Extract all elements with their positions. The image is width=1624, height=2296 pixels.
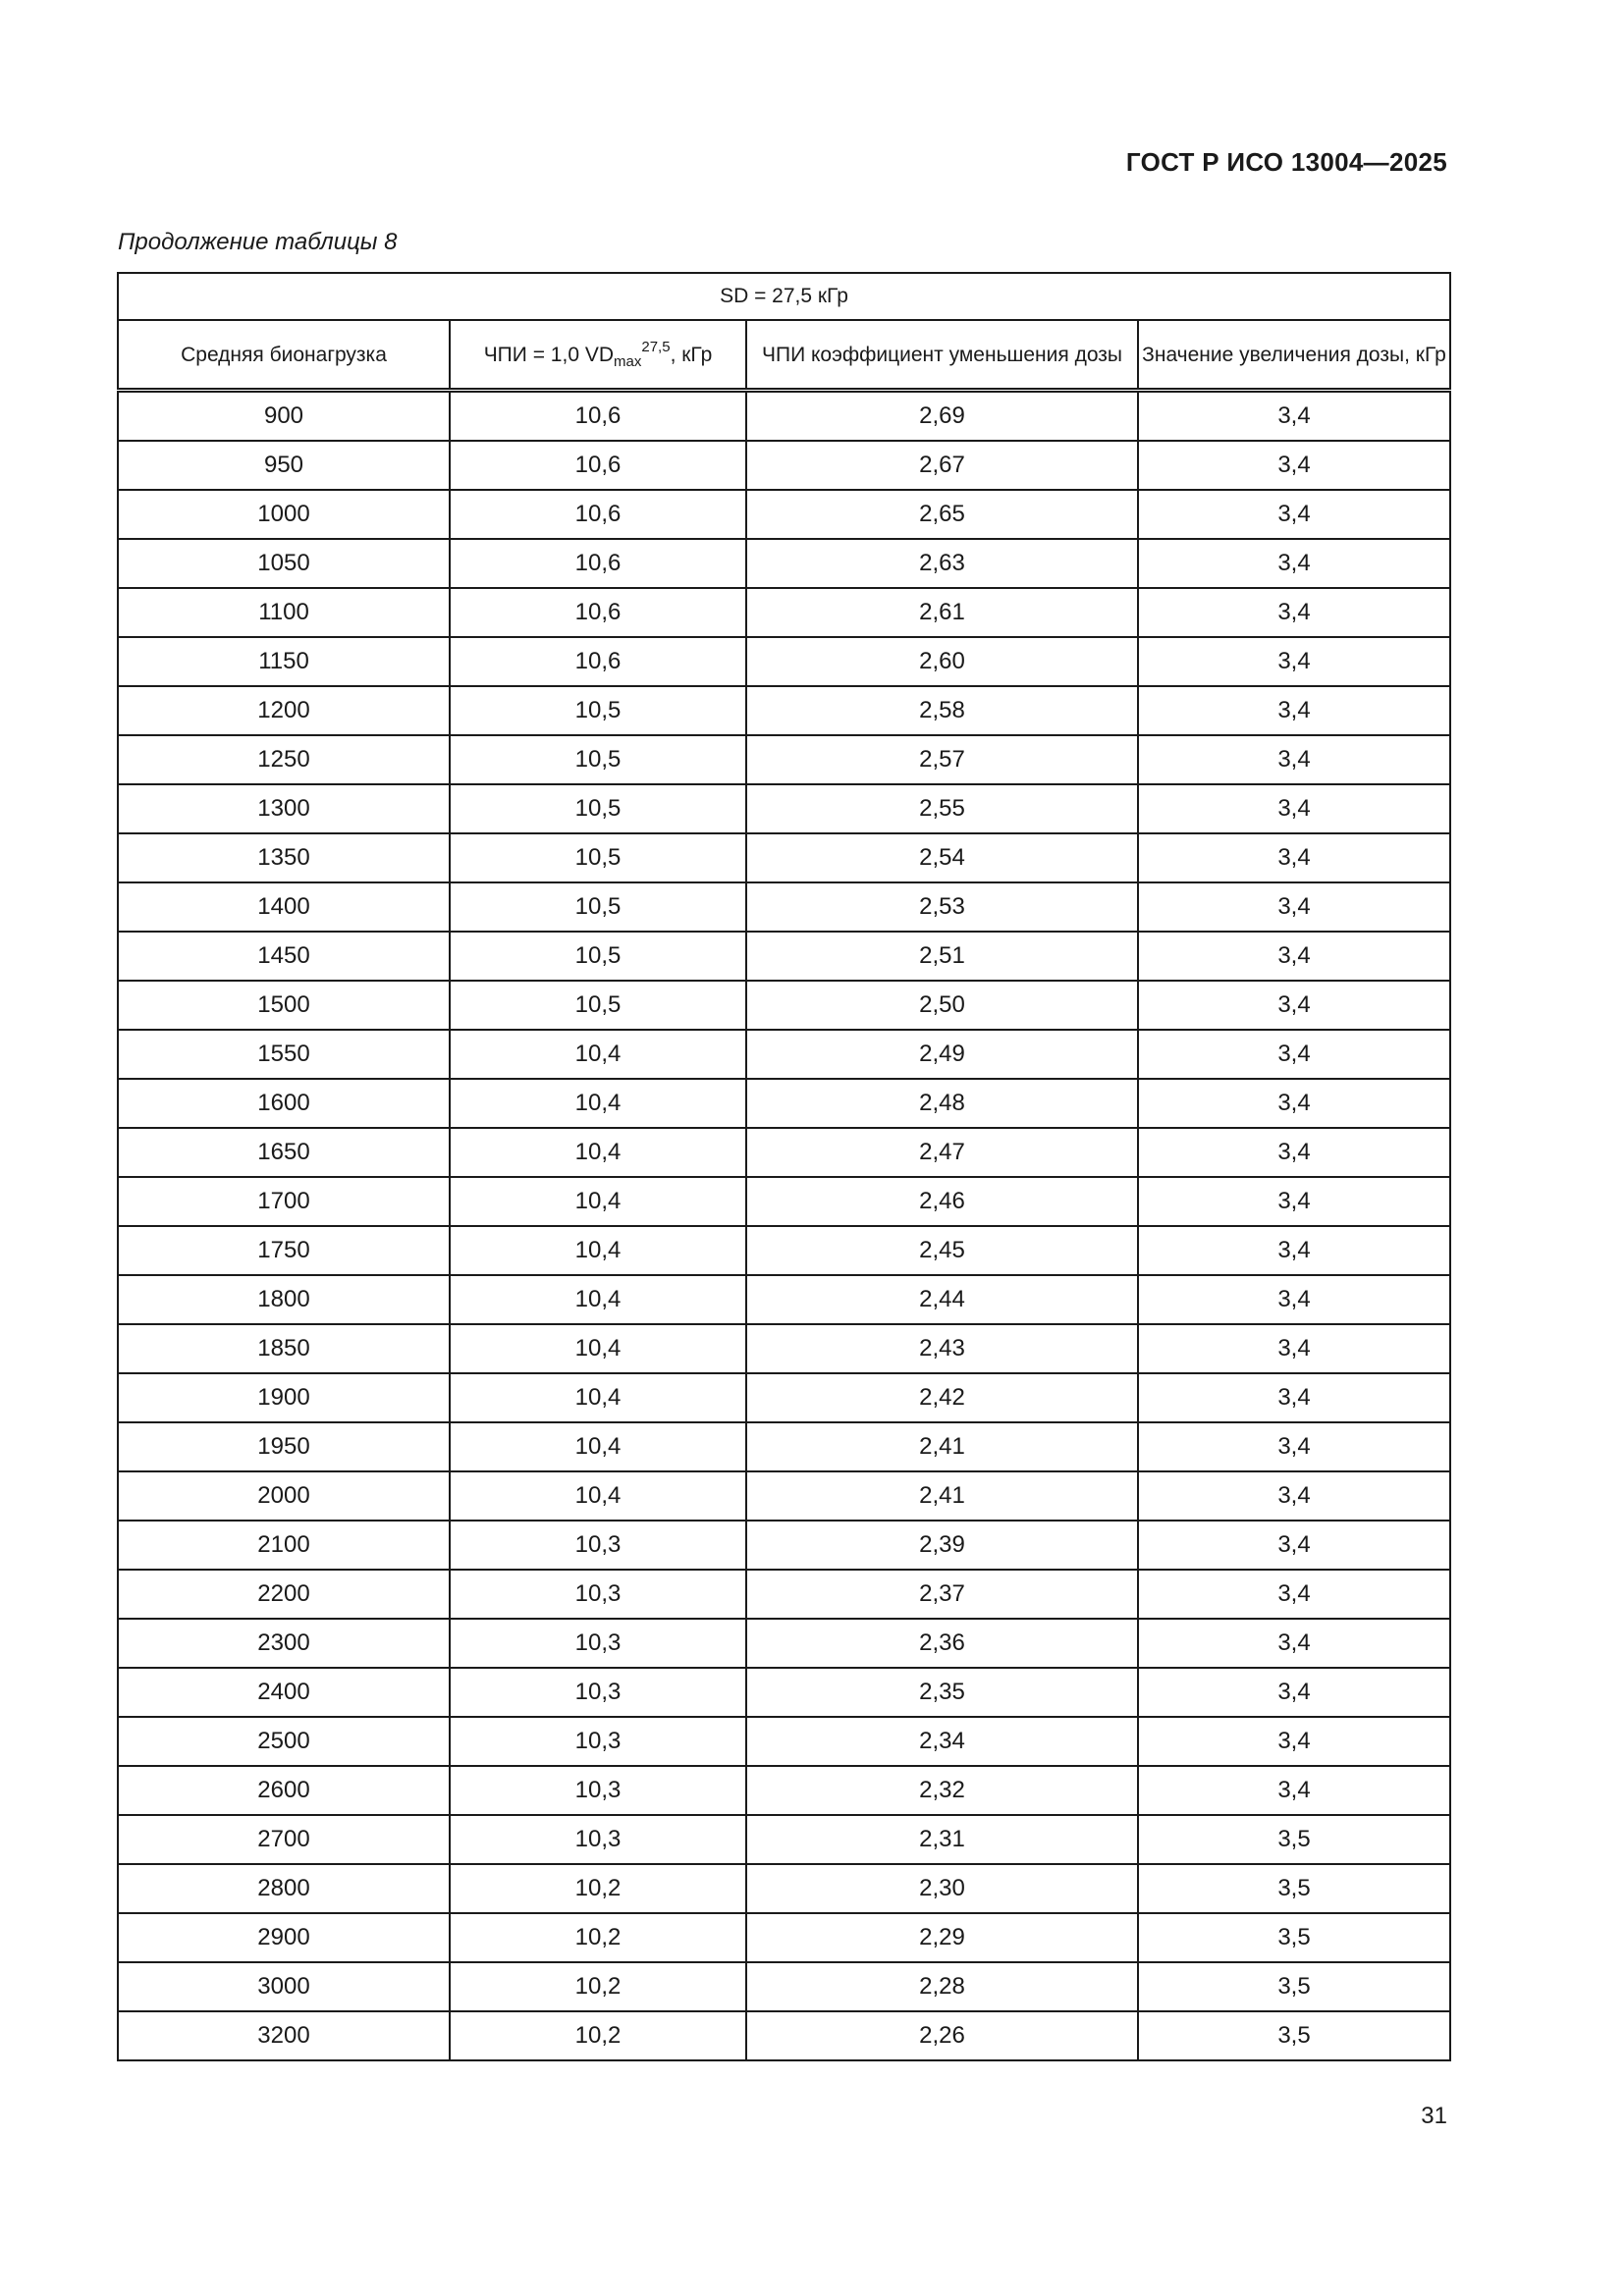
table-row	[118, 784, 1450, 833]
col-header-reduction: ЧПИ коэффициент уменьшения дозы	[746, 320, 1138, 391]
cell-bioburden: 1650	[118, 1128, 450, 1177]
cell-reduction: 2,60	[746, 637, 1138, 686]
cell-vd: 10,4	[450, 1030, 746, 1079]
cell-vd: 10,3	[450, 1570, 746, 1619]
cell-reduction: 2,41	[746, 1422, 1138, 1471]
cell-vd: 10,4	[450, 1177, 746, 1226]
table-row	[118, 686, 1450, 735]
table-row	[118, 1962, 1450, 2011]
table-row	[118, 1373, 1450, 1422]
sd-label: SD = 27,5 кГр	[118, 273, 1450, 320]
cell-bioburden: 900	[118, 391, 450, 442]
cell-reduction: 2,36	[746, 1619, 1138, 1668]
cell-vd: 10,5	[450, 784, 746, 833]
cell-increment: 3,4	[1138, 1521, 1450, 1570]
table-row	[118, 2011, 1450, 2060]
cell-reduction: 2,65	[746, 490, 1138, 539]
table-row	[118, 539, 1450, 588]
cell-increment: 3,4	[1138, 784, 1450, 833]
cell-reduction: 2,49	[746, 1030, 1138, 1079]
cell-increment: 3,4	[1138, 539, 1450, 588]
col-header-vd	[450, 320, 746, 391]
table-row	[118, 1619, 1450, 1668]
cell-reduction: 2,31	[746, 1815, 1138, 1864]
cell-vd: 10,3	[450, 1619, 746, 1668]
cell-reduction: 2,58	[746, 686, 1138, 735]
cell-reduction: 2,30	[746, 1864, 1138, 1913]
dose-table	[117, 272, 1451, 2061]
table-row	[118, 882, 1450, 932]
cell-bioburden: 1300	[118, 784, 450, 833]
cell-vd: 10,5	[450, 932, 746, 981]
cell-vd: 10,5	[450, 833, 746, 882]
cell-increment: 3,4	[1138, 490, 1450, 539]
table-row	[118, 1815, 1450, 1864]
cell-increment: 3,4	[1138, 1766, 1450, 1815]
cell-reduction: 2,48	[746, 1079, 1138, 1128]
cell-bioburden: 2500	[118, 1717, 450, 1766]
cell-bioburden: 1950	[118, 1422, 450, 1471]
cell-reduction: 2,67	[746, 441, 1138, 490]
table-body	[118, 391, 1450, 2061]
vd-suffix: , кГр	[670, 344, 713, 366]
cell-bioburden: 2700	[118, 1815, 450, 1864]
cell-bioburden: 3000	[118, 1962, 450, 2011]
cell-vd: 10,6	[450, 539, 746, 588]
cell-reduction: 2,35	[746, 1668, 1138, 1717]
table-row	[118, 1766, 1450, 1815]
table-caption: Продолжение таблицы 8	[118, 229, 398, 255]
cell-vd: 10,3	[450, 1668, 746, 1717]
cell-vd: 10,3	[450, 1717, 746, 1766]
cell-increment: 3,4	[1138, 1030, 1450, 1079]
document-standard-id: ГОСТ Р ИСО 13004—2025	[1125, 147, 1447, 177]
cell-increment: 3,4	[1138, 833, 1450, 882]
col-header-bioburden: Средняя бионагрузка	[118, 320, 450, 391]
cell-reduction: 2,34	[746, 1717, 1138, 1766]
cell-bioburden: 3200	[118, 2011, 450, 2060]
table-row	[118, 981, 1450, 1030]
cell-reduction: 2,47	[746, 1128, 1138, 1177]
cell-reduction: 2,44	[746, 1275, 1138, 1324]
cell-bioburden: 1450	[118, 932, 450, 981]
cell-bioburden: 2900	[118, 1913, 450, 1962]
sd-header-row	[118, 273, 1450, 320]
col-header-increment: Значение увеличения дозы, кГр	[1138, 320, 1450, 391]
table-row	[118, 1913, 1450, 1962]
cell-increment: 3,5	[1138, 1913, 1450, 1962]
cell-bioburden: 2800	[118, 1864, 450, 1913]
cell-increment: 3,4	[1138, 1324, 1450, 1373]
column-header-row	[118, 320, 1450, 391]
cell-increment: 3,4	[1138, 1177, 1450, 1226]
table-row	[118, 441, 1450, 490]
cell-bioburden: 950	[118, 441, 450, 490]
cell-vd: 10,4	[450, 1373, 746, 1422]
cell-increment: 3,4	[1138, 1471, 1450, 1521]
cell-bioburden: 1800	[118, 1275, 450, 1324]
cell-increment: 3,5	[1138, 1962, 1450, 2011]
cell-vd: 10,4	[450, 1275, 746, 1324]
cell-increment: 3,4	[1138, 882, 1450, 932]
cell-increment: 3,4	[1138, 1422, 1450, 1471]
cell-reduction: 2,42	[746, 1373, 1138, 1422]
cell-vd: 10,5	[450, 735, 746, 784]
cell-increment: 3,4	[1138, 1619, 1450, 1668]
table-row	[118, 833, 1450, 882]
cell-bioburden: 2600	[118, 1766, 450, 1815]
cell-vd: 10,3	[450, 1815, 746, 1864]
cell-bioburden: 2200	[118, 1570, 450, 1619]
table-row	[118, 1324, 1450, 1373]
cell-bioburden: 1600	[118, 1079, 450, 1128]
table-row	[118, 1717, 1450, 1766]
cell-increment: 3,4	[1138, 735, 1450, 784]
table-row	[118, 391, 1450, 442]
cell-reduction: 2,45	[746, 1226, 1138, 1275]
cell-vd: 10,5	[450, 882, 746, 932]
cell-reduction: 2,29	[746, 1913, 1138, 1962]
table-row	[118, 1226, 1450, 1275]
cell-vd: 10,3	[450, 1766, 746, 1815]
cell-increment: 3,4	[1138, 932, 1450, 981]
cell-reduction: 2,55	[746, 784, 1138, 833]
cell-vd: 10,2	[450, 2011, 746, 2060]
table-row	[118, 637, 1450, 686]
cell-increment: 3,4	[1138, 1570, 1450, 1619]
table-row	[118, 1570, 1450, 1619]
cell-vd: 10,4	[450, 1226, 746, 1275]
cell-vd: 10,2	[450, 1962, 746, 2011]
vd-prefix: ЧПИ = 1,0 VD	[483, 344, 615, 366]
cell-vd: 10,4	[450, 1422, 746, 1471]
cell-reduction: 2,69	[746, 391, 1138, 442]
cell-vd: 10,5	[450, 981, 746, 1030]
table-row	[118, 1275, 1450, 1324]
table-row	[118, 1030, 1450, 1079]
cell-vd: 10,6	[450, 588, 746, 637]
table-row	[118, 588, 1450, 637]
cell-bioburden: 1550	[118, 1030, 450, 1079]
cell-reduction: 2,53	[746, 882, 1138, 932]
cell-bioburden: 1000	[118, 490, 450, 539]
cell-bioburden: 1350	[118, 833, 450, 882]
cell-bioburden: 2100	[118, 1521, 450, 1570]
cell-bioburden: 1500	[118, 981, 450, 1030]
cell-increment: 3,4	[1138, 391, 1450, 442]
table-row	[118, 1521, 1450, 1570]
cell-bioburden: 1100	[118, 588, 450, 637]
table-row	[118, 932, 1450, 981]
cell-bioburden: 1150	[118, 637, 450, 686]
cell-reduction: 2,63	[746, 539, 1138, 588]
cell-vd: 10,6	[450, 490, 746, 539]
cell-reduction: 2,57	[746, 735, 1138, 784]
cell-reduction: 2,54	[746, 833, 1138, 882]
cell-vd: 10,2	[450, 1913, 746, 1962]
cell-increment: 3,4	[1138, 1128, 1450, 1177]
cell-vd: 10,5	[450, 686, 746, 735]
cell-vd: 10,4	[450, 1471, 746, 1521]
table-row	[118, 1177, 1450, 1226]
cell-increment: 3,4	[1138, 1668, 1450, 1717]
table-row	[118, 735, 1450, 784]
cell-increment: 3,4	[1138, 1373, 1450, 1422]
table-row	[118, 1668, 1450, 1717]
cell-increment: 3,5	[1138, 1864, 1450, 1913]
vd-superscript: 27,5	[641, 339, 671, 355]
cell-reduction: 2,26	[746, 2011, 1138, 2060]
cell-increment: 3,4	[1138, 981, 1450, 1030]
cell-vd: 10,3	[450, 1521, 746, 1570]
page-number: 31	[1421, 2103, 1447, 2129]
table-row	[118, 1079, 1450, 1128]
cell-reduction: 2,46	[746, 1177, 1138, 1226]
cell-reduction: 2,39	[746, 1521, 1138, 1570]
cell-bioburden: 1900	[118, 1373, 450, 1422]
cell-bioburden: 1850	[118, 1324, 450, 1373]
cell-reduction: 2,43	[746, 1324, 1138, 1373]
cell-reduction: 2,32	[746, 1766, 1138, 1815]
cell-reduction: 2,28	[746, 1962, 1138, 2011]
table-row	[118, 490, 1450, 539]
cell-bioburden: 1750	[118, 1226, 450, 1275]
cell-vd: 10,4	[450, 1079, 746, 1128]
cell-increment: 3,4	[1138, 588, 1450, 637]
cell-reduction: 2,51	[746, 932, 1138, 981]
cell-increment: 3,4	[1138, 637, 1450, 686]
cell-vd: 10,6	[450, 391, 746, 442]
cell-increment: 3,5	[1138, 2011, 1450, 2060]
cell-increment: 3,5	[1138, 1815, 1450, 1864]
cell-increment: 3,4	[1138, 686, 1450, 735]
cell-increment: 3,4	[1138, 1226, 1450, 1275]
table-row	[118, 1422, 1450, 1471]
cell-vd: 10,4	[450, 1324, 746, 1373]
cell-bioburden: 1400	[118, 882, 450, 932]
cell-bioburden: 2400	[118, 1668, 450, 1717]
cell-increment: 3,4	[1138, 1079, 1450, 1128]
cell-bioburden: 1250	[118, 735, 450, 784]
cell-vd: 10,6	[450, 637, 746, 686]
cell-reduction: 2,37	[746, 1570, 1138, 1619]
cell-increment: 3,4	[1138, 1275, 1450, 1324]
table-row	[118, 1864, 1450, 1913]
cell-vd: 10,2	[450, 1864, 746, 1913]
cell-increment: 3,4	[1138, 1717, 1450, 1766]
cell-vd: 10,4	[450, 1128, 746, 1177]
cell-bioburden: 2300	[118, 1619, 450, 1668]
cell-bioburden: 1700	[118, 1177, 450, 1226]
vd-subscript: max	[614, 353, 642, 370]
table-row	[118, 1471, 1450, 1521]
cell-bioburden: 2000	[118, 1471, 450, 1521]
cell-bioburden: 1200	[118, 686, 450, 735]
table-row	[118, 1128, 1450, 1177]
cell-bioburden: 1050	[118, 539, 450, 588]
cell-reduction: 2,61	[746, 588, 1138, 637]
cell-reduction: 2,41	[746, 1471, 1138, 1521]
cell-vd: 10,6	[450, 441, 746, 490]
cell-reduction: 2,50	[746, 981, 1138, 1030]
cell-increment: 3,4	[1138, 441, 1450, 490]
